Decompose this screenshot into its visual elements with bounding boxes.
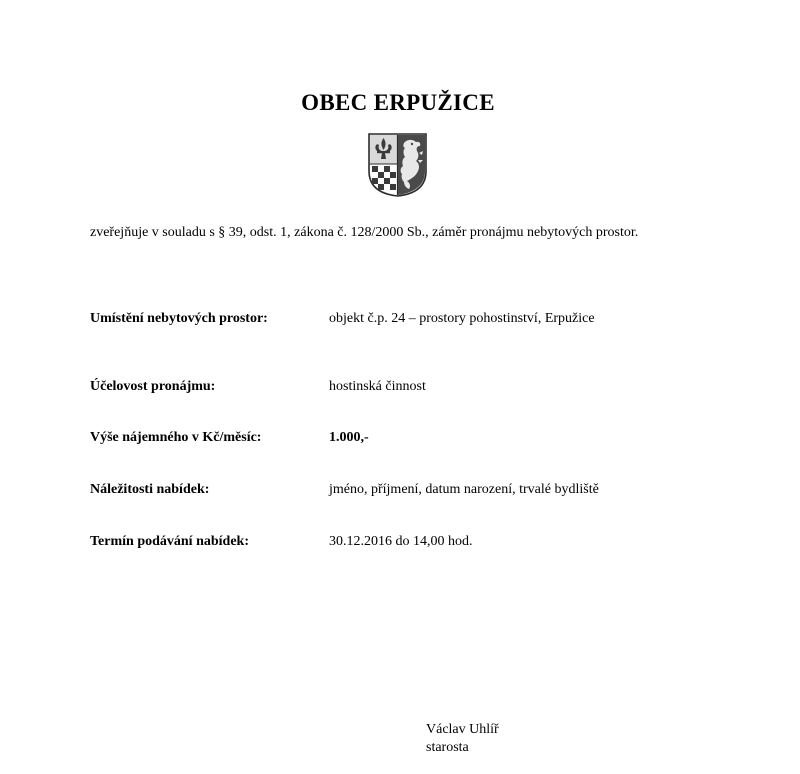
signature-block	[426, 721, 499, 757]
signature-role: starosta	[426, 740, 469, 755]
detail-label: Účelovost pronájmu:	[90, 379, 216, 394]
detail-row-requirements	[90, 482, 730, 502]
detail-label: Náležitosti nabídek:	[90, 482, 210, 497]
coat-of-arms-icon	[367, 133, 428, 197]
detail-value: objekt č.p. 24 – prostory pohostinství, Erpužice	[329, 311, 595, 326]
detail-label: Umístění nebytových prostor:	[90, 311, 268, 326]
page-title: OBEC ERPUŽICE	[301, 90, 495, 115]
detail-row-location	[90, 311, 730, 331]
intro-text: zveřejňuje v souladu s § 39, odst. 1, zákona č. 128/2000 Sb., záměr pronájmu nebytových prostor.	[90, 225, 639, 240]
detail-row-deadline	[90, 534, 730, 554]
detail-value: 30.12.2016 do 14,00 hod.	[329, 534, 473, 549]
detail-value: jméno, příjmení, datum narození, trvalé bydliště	[329, 482, 599, 497]
detail-value: hostinská činnost	[329, 379, 426, 394]
detail-row-purpose	[90, 379, 730, 399]
detail-row-rent	[90, 430, 730, 450]
detail-value: 1.000,-	[329, 430, 369, 445]
detail-label: Výše nájemného v Kč/měsíc:	[90, 430, 262, 445]
detail-label: Termín podávání nabídek:	[90, 534, 249, 549]
signature-name: Václav Uhlíř	[426, 722, 499, 737]
